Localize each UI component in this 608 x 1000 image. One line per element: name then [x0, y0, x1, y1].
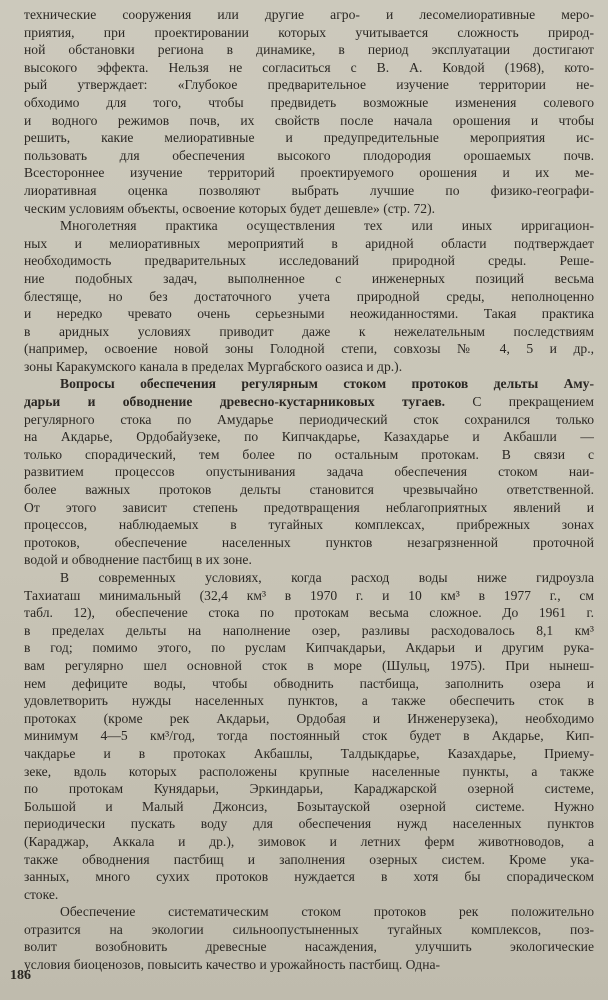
text-line: высокого эффекта. Нельзя не согласиться с В. А. Ковдой (1968), кото- — [24, 59, 594, 75]
text-line: (Караджар, Аккала и др.), зимовок и летних ферм животноводов, а — [24, 833, 594, 849]
text-line: регулярного стока по Амударье периодический сток сохранился только — [24, 411, 594, 427]
text-line: табл. 12), обеспечение стока по протокам весьма сложное. До 1961 г. — [24, 605, 594, 621]
text-line: удовлетворить нужды населенных пунктов, а также обеспечить сток в — [24, 693, 594, 709]
text-line: в пределах дельты на наполнение озер, разливы расходовалось 8,1 км³ — [24, 622, 594, 638]
text-line: вам регулярно шел основной сток в море (Шульц, 1975). При нынеш- — [24, 657, 594, 673]
text-line: В современных условиях, когда расход воды ниже гидроузла — [60, 570, 594, 585]
text-line: волит возобновить древесные насаждения, улучшить экологические — [24, 939, 594, 955]
text-line: блестяще, но без достаточного учета природной среды, неполноценно — [24, 288, 594, 304]
text-line: в год; помимо этого, по руслам Кипчакдарьи, Акдарьи и другим рука- — [24, 640, 594, 656]
text-line: и нередко чревато очень серьезными неожиданностями. Такая практика — [24, 306, 594, 322]
paragraph — [24, 217, 594, 375]
text-line: обходимо для того, чтобы предвидеть возможные изменения солевого — [24, 94, 594, 110]
text-line: по протокам Кунядарьи, Эркиндарьи, Караджарской озерной системе, — [24, 781, 594, 797]
paragraph — [24, 375, 594, 569]
text-line: ной обстановки региона в динамике, в период эксплуатации достигают — [24, 42, 594, 58]
text-line: (например, освоение новой зоны Голодной степи, совхозы № 4, 5 и др., — [24, 341, 594, 357]
text-line: более важных протоков дельты становится чрезвычайно ответственной. — [24, 482, 594, 498]
text-line: и водного режимов почв, их свойств после начала орошения и чтобы — [24, 112, 594, 128]
text-line: стоке. — [24, 886, 59, 902]
text-line: зоны Каракумского канала в пределах Мургабского оазиса и др.). — [24, 358, 403, 374]
text-line: занных, много сухих протоков нуждается в хотя бы спорадическом — [24, 869, 594, 885]
paragraph — [24, 569, 594, 903]
text-line: процессов, наблюдаемых в тугайных комплексах, прибрежных зонах — [24, 517, 594, 533]
body-text — [24, 6, 594, 974]
text-line: в аридных условиях приводит даже к нежелательным последствиям — [24, 323, 594, 339]
text-line: зеке, вдоль которых расположены крупные населенные пункты, а также — [24, 763, 594, 779]
text-line: только спорадический, тем более по остальным протокам. В связи с — [24, 446, 594, 462]
section-heading-part: дарьи и обводнение древесно-кустарниковых тугаев. — [24, 394, 446, 410]
text-line: водой и обводнение пастбищ в их зоне. — [24, 552, 252, 568]
text-line: протоках (кроме рек Акдарьи, Ордобая и Инженерузека), необходимо — [24, 710, 594, 726]
text-line: минимум 4—5 км³/год, тогда постоянный сток будет в Акдарье, Кип- — [24, 728, 594, 744]
text-line: лиоративная оценка позволяют выбрать лучшие по физико-географи- — [24, 182, 594, 198]
paragraph — [24, 6, 594, 217]
text-line: развитием процессов опустынивания задача обеспечения стоком наи- — [24, 464, 594, 480]
text-line: нем дефиците воды, чтобы обводнить пастбища, заполнить озера и — [24, 675, 594, 691]
text-line: пользовать для обеспечения высокого плодородия орошаемых почв. — [24, 147, 594, 163]
text-line: чакдарье и в протоках Акбашлы, Талдыкдарье, Казахдарье, Приему- — [24, 745, 594, 761]
text-line: Обеспечение систематическим стоком протоков рек положительно — [60, 904, 594, 920]
text-line: Многолетняя практика осуществления тех или иных ирригацион- — [60, 218, 594, 234]
text-line: на Акдарье, Ордобайузеке, по Кипчакдарье, Казахдарье и Акбашли — — [24, 429, 594, 445]
text-line: необходимость предварительных исследований природной среды. Реше- — [24, 253, 594, 269]
text-line: рый утверждает: «Глубокое предварительное изучение территории не- — [24, 77, 594, 93]
text-line: приятия, при проектировании которых учитывается сложность природ- — [24, 24, 594, 40]
text-line: Большой и Малый Джонсиз, Бозытауской озерной системе. Нужно — [24, 798, 594, 814]
text-line: технические сооружения или другие агро- и лесомелиоративные меро- — [24, 7, 594, 22]
page-number: 186 — [10, 968, 31, 983]
text-line: решить, какие мелиоративные и предупредительные мероприятия ис- — [24, 130, 594, 146]
text-line: периодически пускать воду для обеспечения нужд населенных пунктов — [24, 816, 594, 832]
text-line: Вопросы обеспечения регулярным стоком протоков дельты Аму- — [60, 376, 594, 392]
paragraph — [24, 903, 594, 973]
text-line: отразится на экологии сильноопустыненных тугайных комплексов, поз- — [24, 921, 594, 937]
text-line: условия биоценозов, повысить качество и урожайность пастбищ. Одна- — [24, 957, 441, 973]
text-line: ние подобных задач, выполненное с инженерных позиций весьма — [24, 270, 594, 286]
text-line: Всестороннее изучение территорий проектируемого орошения и их ме- — [24, 165, 594, 181]
text-line: ных и мелиоративных мероприятий в аридной области подтверждает — [24, 235, 594, 251]
text-line: ческим условиям объекты, освоение которых будет дешевле» (стр. 72). — [24, 200, 436, 216]
text-line: также обводнения пастбищ и заполнения озерных систем. Кроме ука- — [24, 851, 594, 867]
text-line: протоков, обеспечение населенных пунктов незагрязненной проточной — [24, 534, 594, 550]
text-line: От этого зависит степень предотвращения неблагоприятных явлений и — [24, 499, 594, 515]
text-line: Тахиаташ минимальный (32,4 км³ в 1970 г. и 10 км³ в 1977 г., см — [24, 587, 594, 603]
text-line: дарьи и обводнение древесно-кустарниковых тугаев. С прекращением — [24, 394, 594, 410]
